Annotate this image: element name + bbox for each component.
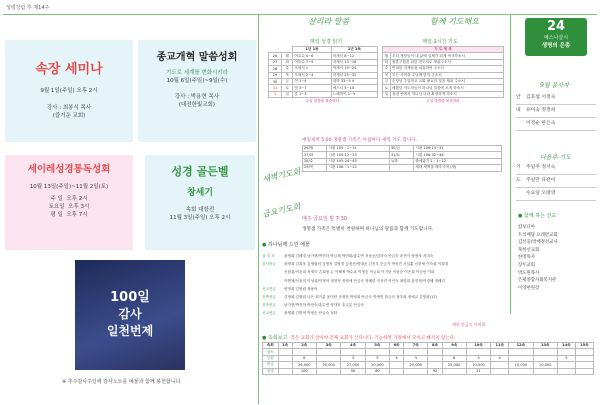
list-value: 주일주 정서숙	[526, 165, 556, 170]
table-cell: 3	[466, 355, 490, 361]
table-cell: 3	[341, 355, 365, 361]
table-cell	[389, 165, 413, 171]
panel-title: 성경 골든벨	[171, 165, 229, 178]
table-cell: 학개서 19~24	[331, 66, 377, 72]
table-cell: 시편 106:32~48	[414, 152, 502, 158]
list-item	[516, 162, 596, 175]
table-cell: 토	[383, 85, 391, 91]
logo-text: 생명의 은총	[541, 43, 571, 49]
table-cell: 6	[292, 355, 316, 361]
table-row	[303, 165, 502, 171]
list-value: 유미숙 정정희	[526, 108, 556, 113]
table-cell: 금	[282, 78, 293, 84]
table-cell: 토	[282, 85, 293, 91]
section-label: 9월 봉사자	[540, 82, 569, 89]
list-item	[262, 309, 508, 317]
cell-seminar-panel	[5, 40, 133, 142]
table-cell: 여호수 4~6	[293, 53, 331, 59]
section-label: 새벽기도회	[261, 167, 302, 184]
mission-item: 김선웅/박배정선교사	[518, 240, 558, 246]
offering-names: 양영희 김영림 정용아	[284, 286, 318, 291]
offering-category: 선교헌금	[262, 311, 276, 316]
offering-foot: 예헌 안금숙 이의하	[452, 322, 486, 327]
table-cell	[575, 368, 593, 374]
table-cell: 20,000	[404, 362, 428, 368]
list-value: 이정순 한은숙	[526, 121, 556, 126]
table-cell: 21	[466, 368, 490, 374]
list-value: 수요일 오태영	[526, 191, 556, 196]
table-cell: 느헤미야 1~5	[331, 91, 377, 97]
offering-list	[262, 252, 508, 318]
mission-item: 장두교회	[518, 262, 535, 268]
table-cell: 28	[269, 66, 282, 72]
mission-item: 박도원목사	[518, 270, 540, 276]
table-cell: 28/수	[303, 158, 327, 164]
table-cell: 월	[282, 53, 293, 59]
table-cell	[491, 368, 509, 374]
panel-line: 9월 1일(주일) 오후 2시	[40, 88, 98, 94]
table-header-cell: 13속	[533, 343, 557, 349]
panel-line: 10월 13일(주일)~11월 2일(토)	[29, 184, 109, 190]
list-item	[516, 188, 596, 201]
table-cell: 30/금	[389, 146, 413, 152]
logo-number: 24	[546, 19, 566, 34]
table-cell: 시편 105:24~45	[327, 158, 389, 164]
table-cell: 배웠던 지도자들이 하나님 말씀에 오게 하소서	[391, 85, 504, 91]
book-title: 감사	[118, 307, 142, 321]
table-header-cell: 5속	[365, 343, 389, 349]
table-cell: 10,000	[466, 362, 490, 368]
table-cell: 영혼구원을 위한 전도자로 세워주소서	[391, 59, 504, 65]
table-header-cell: 3속	[316, 343, 340, 349]
table-cell: 시편 106:13~31	[414, 146, 502, 152]
bible-table-title: 매일 성경 읽기	[309, 39, 343, 45]
table-cell	[442, 368, 466, 374]
offering-category: 감사헌금	[262, 262, 276, 267]
table-cell: 엘 5~7	[293, 85, 331, 91]
list-item	[262, 285, 508, 293]
divider	[258, 14, 259, 404]
table-cell: 성경	[263, 368, 279, 374]
table-cell: 시편 105:12~23	[327, 152, 389, 158]
panel-line: 기도로 세계를 변화시키라	[166, 70, 228, 76]
table-cell	[533, 368, 557, 374]
list-item	[262, 268, 508, 276]
table-cell: 우리 정장들이 내 삶에 실제가 되게 역사하소서	[391, 53, 504, 59]
table-cell: 25,000	[442, 362, 466, 368]
offering-category: 건축헌금	[262, 295, 276, 300]
table-cell: 29	[269, 72, 282, 78]
offering-category: 십 일 조	[262, 254, 275, 258]
list-value: 김호섭 서정숙	[526, 95, 556, 100]
dawn-header: 매일새벽 5:00 생명샘 가족은 아침마다 새벽 기도 합니다.	[302, 138, 418, 143]
list-item	[516, 175, 596, 188]
section-label: 금요기도회	[261, 202, 302, 219]
table-cell: 여 1~4	[293, 78, 331, 84]
table-cell: 대학 33~5 4	[331, 78, 377, 84]
table-cell: 모세서 2~4	[293, 72, 331, 78]
list-value: 주일만 다같이	[526, 178, 556, 183]
prayer-table: 기 도 제 목 월 우리 정장들이 내 삶에 실제가 되게 역사하소서 화 영혼구원을 위한 전도자로 세워주소서 수 반대한 지계들을 치유하여 주소서 목 모든 사역을 주님께 맡겨 주소서 금 순장님 주일학교 교회 필요한 것을 채워 주소서 토 배웠던 지도자들이 하나님 말씀에 오게 하소서 일 성령 안에서 하나님 나라 확장하게 하소서 주일 말씀을 묵상하라	[382, 46, 504, 104]
table-cell: 60	[365, 368, 389, 374]
table-row	[263, 368, 594, 374]
panel-line: 창세기	[186, 188, 214, 198]
table-cell: 학개서 25~32	[331, 72, 377, 78]
table-cell: 일	[282, 91, 293, 97]
table-cell: 3	[404, 355, 428, 361]
table-cell: 30	[269, 78, 282, 84]
table-cell: 시편 105 : 1~11	[327, 146, 389, 152]
table-cell: 학개서 13~18	[331, 59, 377, 65]
list-item	[262, 260, 508, 268]
table-cell: 모든 사역을 주님께 맡겨 주소서	[391, 72, 504, 78]
table-cell	[557, 368, 575, 374]
table-cell	[404, 368, 428, 374]
dawn-table	[302, 145, 502, 172]
table-header-cell: 2속	[292, 343, 316, 349]
table-header-cell: 6속	[390, 343, 404, 349]
table-cell: 수	[282, 66, 293, 72]
offering-title: ● 하나님께 드린 예물	[262, 242, 310, 248]
report-header: ● 속회보고 작은 교회가 살아야 전체 교회가 산다니다. 기능하면 가정에서 모이고 빠지지 않는다.	[262, 335, 456, 341]
offering-names: 신원섭/이윤희 정재숙 손희정 손 이혜정 박수호 이영승 이금희 이기남 이삼순 이은희 이승헌 이화	[284, 270, 435, 275]
table-cell: 성령 안에서 하나님 나라 확장하게 하소서	[391, 91, 504, 97]
table-cell: 31	[269, 85, 282, 91]
table-cell: 8	[442, 355, 466, 361]
table-cell: 5	[557, 355, 575, 361]
table-cell: 4	[390, 355, 404, 361]
section-label: 함께 기도해요	[430, 17, 479, 26]
panel-line: 속회 대항전	[185, 207, 215, 213]
table-cell: 29/목	[303, 165, 327, 171]
table-cell: 여호수 7~9	[293, 59, 331, 65]
list-key: 도	[516, 178, 521, 183]
table-cell: 룻 1~3	[293, 91, 331, 97]
offering-names: 광명희 김희웅 김명림의 김명직 김영경 김정은/양대운 김진우 문금자 박성진 서일훈 신하영 이숙희 이희경	[284, 262, 449, 267]
offering-names: 김영희 김형희 나은 최기분 윤미란 송재현 박정희 안금숙 박정민 한금숙 정우희 정애교 김명희(17)	[284, 295, 438, 300]
table-header-cell: 9속	[442, 343, 466, 349]
table-cell: 헌금	[263, 362, 279, 368]
table-cell: 수	[383, 66, 391, 72]
table-cell: 10,000	[509, 362, 533, 368]
church-logo	[525, 18, 587, 56]
table-cell: 반대한 지계들을 치유하여 주소서	[391, 66, 504, 72]
golden-bell-panel	[145, 155, 255, 250]
table-cell: 시편 106 : 1~12	[327, 165, 389, 171]
service-list	[516, 92, 596, 131]
table-cell	[278, 368, 292, 374]
table-header-cell: 4속	[341, 343, 365, 349]
report-table	[262, 342, 594, 375]
offering-category: 선교헌금	[262, 286, 276, 291]
mission-item: 한영목사	[518, 255, 535, 261]
table-header-cell: 1속	[278, 343, 292, 349]
table-header-cell: 12속	[509, 343, 533, 349]
table-cell: 장소	[263, 349, 279, 355]
mission-title: ● 함께 하는 선교	[518, 213, 557, 219]
table-header-cell: 14속	[557, 343, 575, 349]
prayer-table-title: 매일 1시간 기도	[422, 39, 458, 45]
table-cell: 20,000	[316, 362, 340, 368]
table-cell: 화	[282, 59, 293, 65]
bible-reading-panel	[5, 155, 133, 250]
list-item	[262, 277, 508, 285]
offering-names: 남가현/박전하 박현숙/홍수연 양대운 홍금분 안금숙	[284, 303, 364, 308]
section-label: 다음주 기도	[540, 154, 571, 161]
panel-line: (대전한빛교회)	[178, 102, 216, 108]
table-cell	[316, 368, 340, 374]
bible-reading-table: 1년 1독 1년 2독 26 월 여호수 4~6 학개서 8~12 27 화 여호수 7~9 학개서 13~18 28 수 모세서 1 학개서 19~24 29 목 모세서 2~4 학개서 25~32 30 금 여 1~4 대학 33~5 4 31 토 엘 5~7 에스서 5~10 1 일 룻 1~3 느헤미야 1~5 주일 말씀을 복습하다.	[268, 46, 378, 104]
friday-text: 생명샘 가족은 특별히 찬양하며 하나님의 말씀과 함께 기도합니다.	[302, 227, 434, 232]
table-header-cell: 8속	[428, 343, 442, 349]
table-cell: 인원	[263, 355, 279, 361]
gratitude-book-cover	[75, 260, 185, 370]
table-cell	[390, 368, 404, 374]
table-cell: 학개서 8~12	[331, 53, 377, 59]
next-prayer-list	[516, 162, 596, 201]
thanks-note: ※ 추수감사주일에 감사노트를 예물과 함께 봉헌합니다	[62, 379, 181, 385]
panel-line: 주 일 오후 2시	[50, 196, 88, 202]
mission-item: 은평종합사회복지관	[518, 278, 557, 284]
section-label: 살리라 말씀	[308, 17, 350, 26]
logo-text: 예스나살시	[543, 35, 569, 41]
book-title: 일천번제	[106, 324, 154, 338]
table-cell: 4	[491, 355, 509, 361]
offering-names: 광명희 김혜경 남가현/박전하 박금례 박민희/홍수연 서동준/김하숙 안금숙 윤현식 양정자 지미숙	[284, 254, 434, 258]
table-header-cell: 15속	[575, 343, 593, 349]
panel-title: 속장 세미나	[35, 62, 103, 77]
table-cell	[509, 368, 533, 374]
table-cell: 화	[383, 59, 391, 65]
table-cell: 20,000	[365, 362, 389, 368]
panel-line: 10월 6일(주일)~9일(수)	[166, 78, 228, 84]
table-cell: 1/화	[389, 158, 413, 164]
table-cell: 10,000	[533, 362, 557, 368]
table-cell: 모세서 1	[293, 66, 331, 72]
list-key: 안	[516, 95, 521, 100]
panel-title: 종교개혁 말씀성회	[156, 52, 238, 63]
offering-category: 건축헌금	[262, 303, 276, 308]
list-item	[516, 92, 596, 105]
list-key: 내	[516, 108, 521, 113]
table-cell: 순장님 주일학교 교회 필요한 것을 채워 주소서	[391, 78, 504, 84]
panel-line: 토요일 오후 3시	[48, 204, 90, 210]
mission-item: 북한선교회	[518, 247, 540, 253]
offering-names: 이엔제/이윤미 이성희/이정아 정현정 정영애 안금숙 정혜련 이상진 이인숙 최명희 홍진혁/이경혜 정혜리	[284, 278, 445, 283]
table-cell: 26/월	[303, 146, 327, 152]
list-item	[262, 301, 508, 309]
book-title: 100일	[110, 290, 150, 305]
table-cell: 출애굽기 1 : 1~12	[414, 158, 502, 164]
table-cell: 목	[383, 72, 391, 78]
panel-line: 평 일 오후 7시	[50, 212, 88, 218]
panel-line: (즐거운 교회)	[52, 113, 86, 119]
list-item	[516, 105, 596, 118]
table-header-cell: 11속	[491, 343, 509, 349]
table-cell: 금	[383, 78, 391, 84]
table-cell: 27/화	[303, 152, 327, 158]
list-item	[262, 252, 508, 260]
table-cell: 92	[428, 368, 442, 374]
friday-header: 매주 금요일 밤 7:30	[302, 216, 347, 222]
table-cell: 26,000	[292, 362, 316, 368]
table-cell: 세대 새벽을 깨우시며 (새)	[414, 165, 502, 171]
divider	[510, 14, 511, 314]
mission-item: 이영현원장	[518, 285, 540, 291]
mission-item: 캄보디아	[518, 225, 535, 230]
divider	[3, 14, 597, 15]
issue-label: 성령강림 후 제14주	[6, 5, 50, 11]
mission-list	[518, 224, 598, 292]
table-cell: 27	[269, 59, 282, 65]
offering-names: 광명희 김명혁 박정순 안금숙 정화	[284, 311, 338, 316]
table-cell: 5	[365, 355, 389, 361]
reformation-panel	[138, 40, 256, 142]
table-header-cell: 10속	[466, 343, 490, 349]
mission-item: 트리배당 프레반교회	[518, 232, 558, 238]
table-cell: 50	[341, 368, 365, 374]
table-cell: 1	[269, 91, 282, 97]
table-cell: 27,000	[341, 362, 365, 368]
panel-line: 강사 : 최봉식 목사	[46, 105, 92, 111]
table-cell: 100	[292, 368, 316, 374]
table-cell: 월	[383, 53, 391, 59]
panel-line: 강사 : 박용현 목사	[174, 94, 220, 100]
table-header-cell: 7속	[404, 343, 428, 349]
table-cell: 목	[282, 72, 293, 78]
list-item	[262, 293, 508, 301]
table-cell: 26	[269, 53, 282, 59]
table-cell: 에스서 5~10	[331, 85, 377, 91]
list-key: 기	[516, 165, 521, 170]
panel-line: 11월 3일(주일) 오후 2시	[169, 215, 231, 221]
table-cell: 일	[383, 91, 391, 97]
table-header-cell: 속회	[263, 343, 279, 349]
panel-title: 세이레성경통독성회	[27, 164, 111, 175]
table-cell: 31/토	[389, 152, 413, 158]
list-item	[516, 118, 596, 131]
